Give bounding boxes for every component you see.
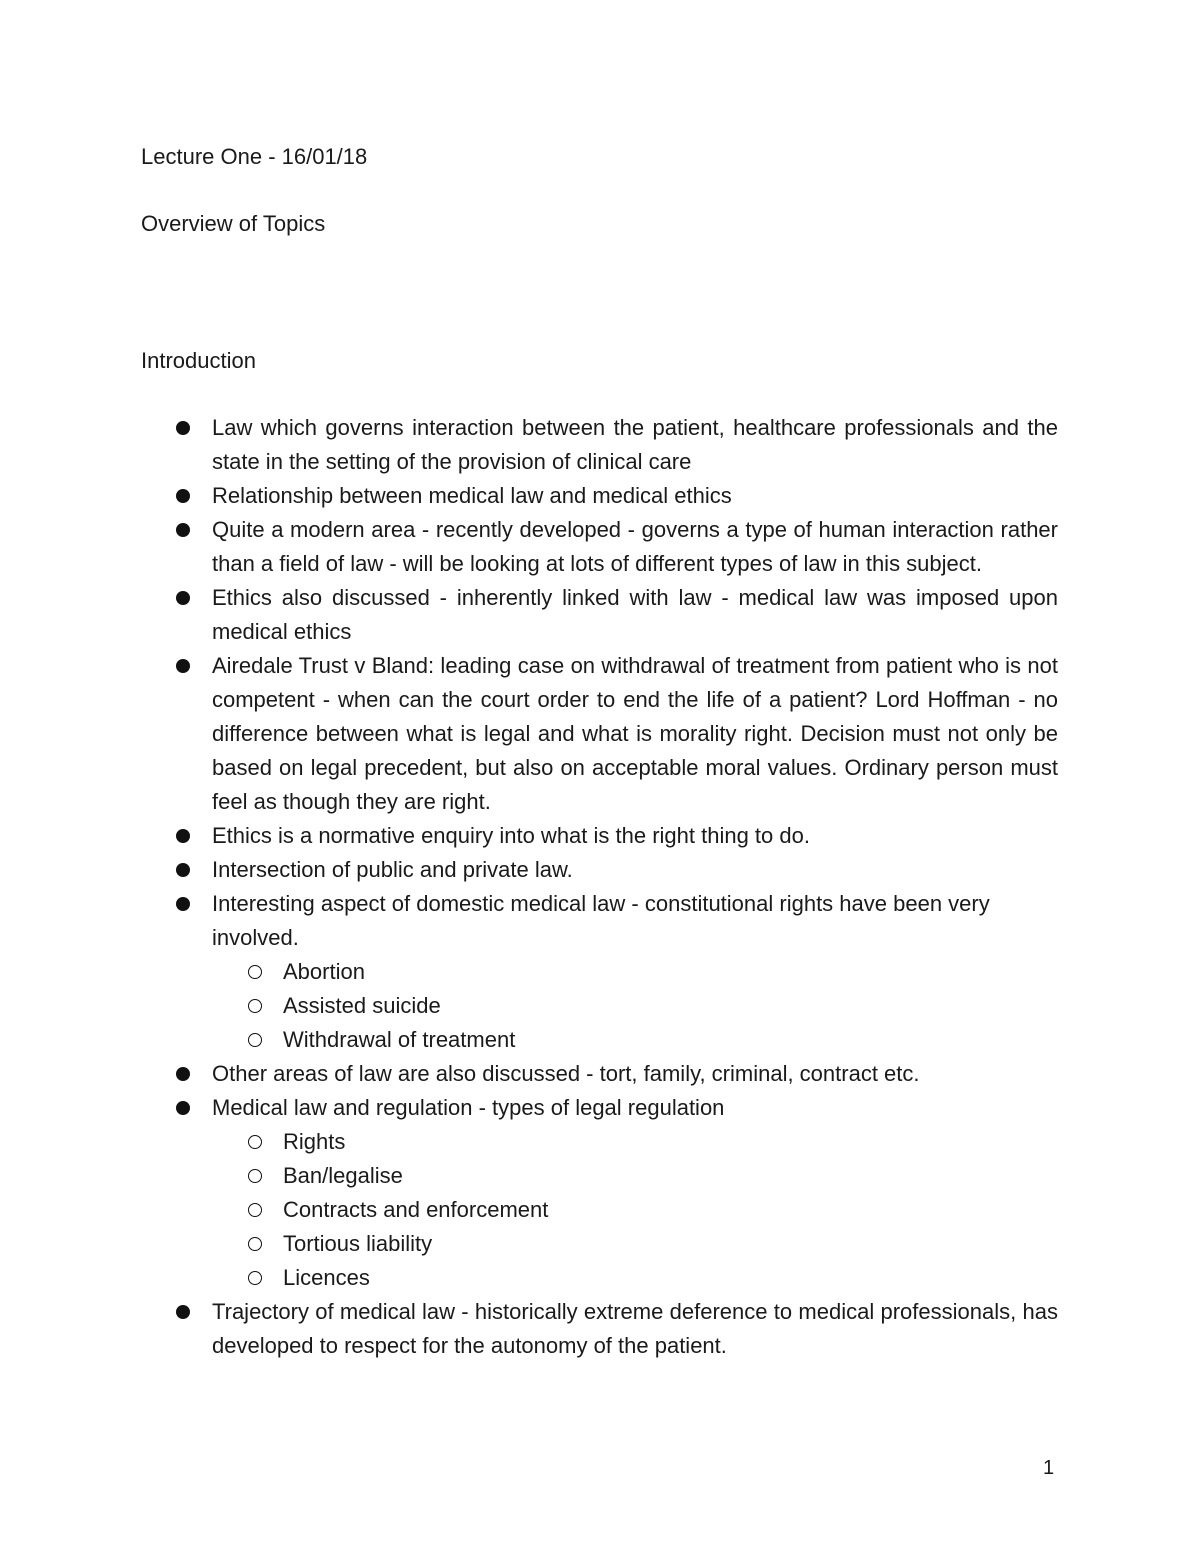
sub-item-text: Abortion <box>283 959 365 984</box>
sub-item-text: Contracts and enforcement <box>283 1197 549 1222</box>
bullet-item-3 <box>0 513 1058 581</box>
bullet-text: Medical law and regulation - types of legal regulation <box>212 1095 725 1120</box>
bullet-text: Ethics also discussed - inherently linked with law - medical law was imposed upon medical ethics <box>212 585 1058 644</box>
bullet-item-8 <box>0 887 1058 955</box>
bullet-item-2 <box>0 479 1058 513</box>
hollow-bullet-icon <box>248 1203 262 1217</box>
bullet-text: Trajectory of medical law - historically extreme deference to medical professionals, has developed to respect for the autonomy of the patient. <box>212 1299 1058 1358</box>
bullet-item-10 <box>0 1091 1058 1125</box>
sub-item-text: Withdrawal of treatment <box>283 1027 516 1052</box>
sub-item-rights <box>0 1125 1200 1159</box>
bullet-text: Interesting aspect of domestic medical law - constitutional rights have been very involved. <box>212 891 990 950</box>
sub-item-text: Tortious liability <box>283 1231 433 1256</box>
sub-item-contracts <box>0 1193 1200 1227</box>
section-heading-introduction: Introduction <box>141 348 256 373</box>
overview-heading: Overview of Topics <box>141 211 326 236</box>
hollow-bullet-icon <box>248 1033 262 1047</box>
bullet-item-1 <box>0 411 1058 479</box>
filled-bullet-icon <box>176 1067 190 1081</box>
sub-item-text: Rights <box>283 1129 346 1154</box>
filled-bullet-icon <box>176 489 190 503</box>
bullet-item-11 <box>0 1295 1058 1363</box>
page-number: 1 <box>1043 1457 1055 1479</box>
filled-bullet-icon <box>176 523 190 537</box>
hollow-bullet-icon <box>248 999 262 1013</box>
bullet-text: Relationship between medical law and medical ethics <box>212 483 732 508</box>
filled-bullet-icon <box>176 829 190 843</box>
bullet-item-4 <box>0 581 1058 649</box>
bullet-item-7 <box>0 853 1058 887</box>
hollow-bullet-icon <box>248 1237 262 1251</box>
sub-item-text: Assisted suicide <box>283 993 441 1018</box>
hollow-bullet-icon <box>248 1271 262 1285</box>
introduction-bullet-list <box>0 411 1200 1363</box>
bullet-text: Quite a modern area - recently developed - governs a type of human interaction rather than a field of law - will be looking at lots of different types of law in this subject. <box>212 517 1058 576</box>
bullet-text: Airedale Trust v Bland: leading case on withdrawal of treatment from patient who is not competent - when can the court order to end the life of a patient? Lord Hoffman - no difference between what is legal and what is morality right. Decision must not only be based on legal precedent, but also on acceptable moral values. Ordinary person must feel as though they are right. <box>212 653 1058 814</box>
filled-bullet-icon <box>176 1101 190 1115</box>
bullet-text: Law which governs interaction between the patient, healthcare professionals and the state in the setting of the provision of clinical care <box>212 415 1058 474</box>
sub-item-abortion <box>0 955 1200 989</box>
bullet-item-5 <box>0 649 1058 819</box>
hollow-bullet-icon <box>248 965 262 979</box>
bullet-text: Intersection of public and private law. <box>212 857 573 882</box>
bullet-item-9 <box>0 1057 1058 1091</box>
bullet-item-6 <box>0 819 1058 853</box>
filled-bullet-icon <box>176 591 190 605</box>
lecture-title: Lecture One - 16/01/18 <box>141 144 368 169</box>
sub-item-tortious-liability <box>0 1227 1200 1261</box>
filled-bullet-icon <box>176 863 190 877</box>
sub-item-ban-legalise <box>0 1159 1200 1193</box>
sub-item-text: Licences <box>283 1265 370 1290</box>
sub-item-text: Ban/legalise <box>283 1163 403 1188</box>
filled-bullet-icon <box>176 659 190 673</box>
bullet-text: Other areas of law are also discussed - tort, family, criminal, contract etc. <box>212 1061 920 1086</box>
hollow-bullet-icon <box>248 1135 262 1149</box>
sub-item-withdrawal <box>0 1023 1200 1057</box>
bullet-text: Ethics is a normative enquiry into what is the right thing to do. <box>212 823 810 848</box>
sub-item-assisted-suicide <box>0 989 1200 1023</box>
filled-bullet-icon <box>176 897 190 911</box>
filled-bullet-icon <box>176 1305 190 1319</box>
hollow-bullet-icon <box>248 1169 262 1183</box>
sub-item-licences <box>0 1261 1200 1295</box>
filled-bullet-icon <box>176 421 190 435</box>
